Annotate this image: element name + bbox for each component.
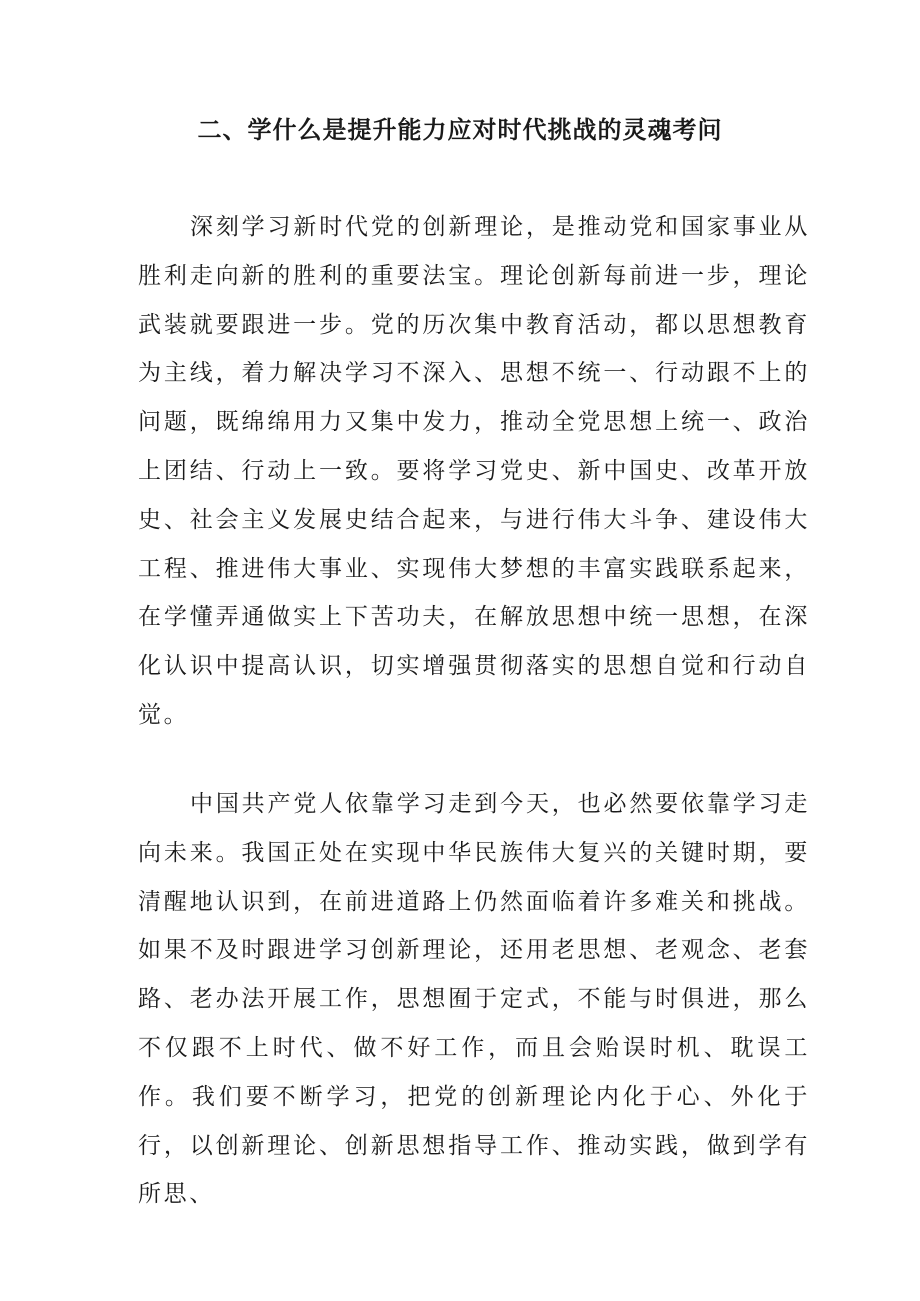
body-paragraph: 深刻学习新时代党的创新理论，是推动党和国家事业从胜利走向新的胜利的重要法宝。理论创新每前进一步，理论武装就要跟进一步。党的历次集中教育活动，都以思想教育为主线，着力解决学习不深入、思想不统一、行动跟不上的问题，既绵绵用力又集中发力，推动全党思想上统一、政治上团结、行动上一致。要将学习党史、新中国史、改革开放史、社会主义发展史结合起来，与进行伟大斗争、建设伟大工程、推进伟大事业、实现伟大梦想的丰富实践联系起来，在学懂弄通做实上下苦功夫，在解放思想中统一思想，在深化认识中提高认识，切实增强贯彻落实的思想自觉和行动自觉。	[138, 214, 810, 728]
body-paragraph: 中国共产党人依靠学习走到今天，也必然要依靠学习走向未来。我国正处在实现中华民族伟大复兴的关键时期，要清醒地认识到，在前进道路上仍然面临着许多难关和挑战。如果不及时跟进学习创新理论，还用老思想、老观念、老套路、老办法开展工作，思想囿于定式，不能与时俱进，那么不仅跟不上时代、做不好工作，而且会贻误时机、耽误工作。我们要不断学习，把党的创新理论内化于心、外化于行，以创新理论、创新思想指导工作、推动实践，做到学有所思、	[138, 791, 810, 1208]
section-heading: 二、学什么是提升能力应对时代挑战的灵魂考问	[197, 116, 723, 144]
